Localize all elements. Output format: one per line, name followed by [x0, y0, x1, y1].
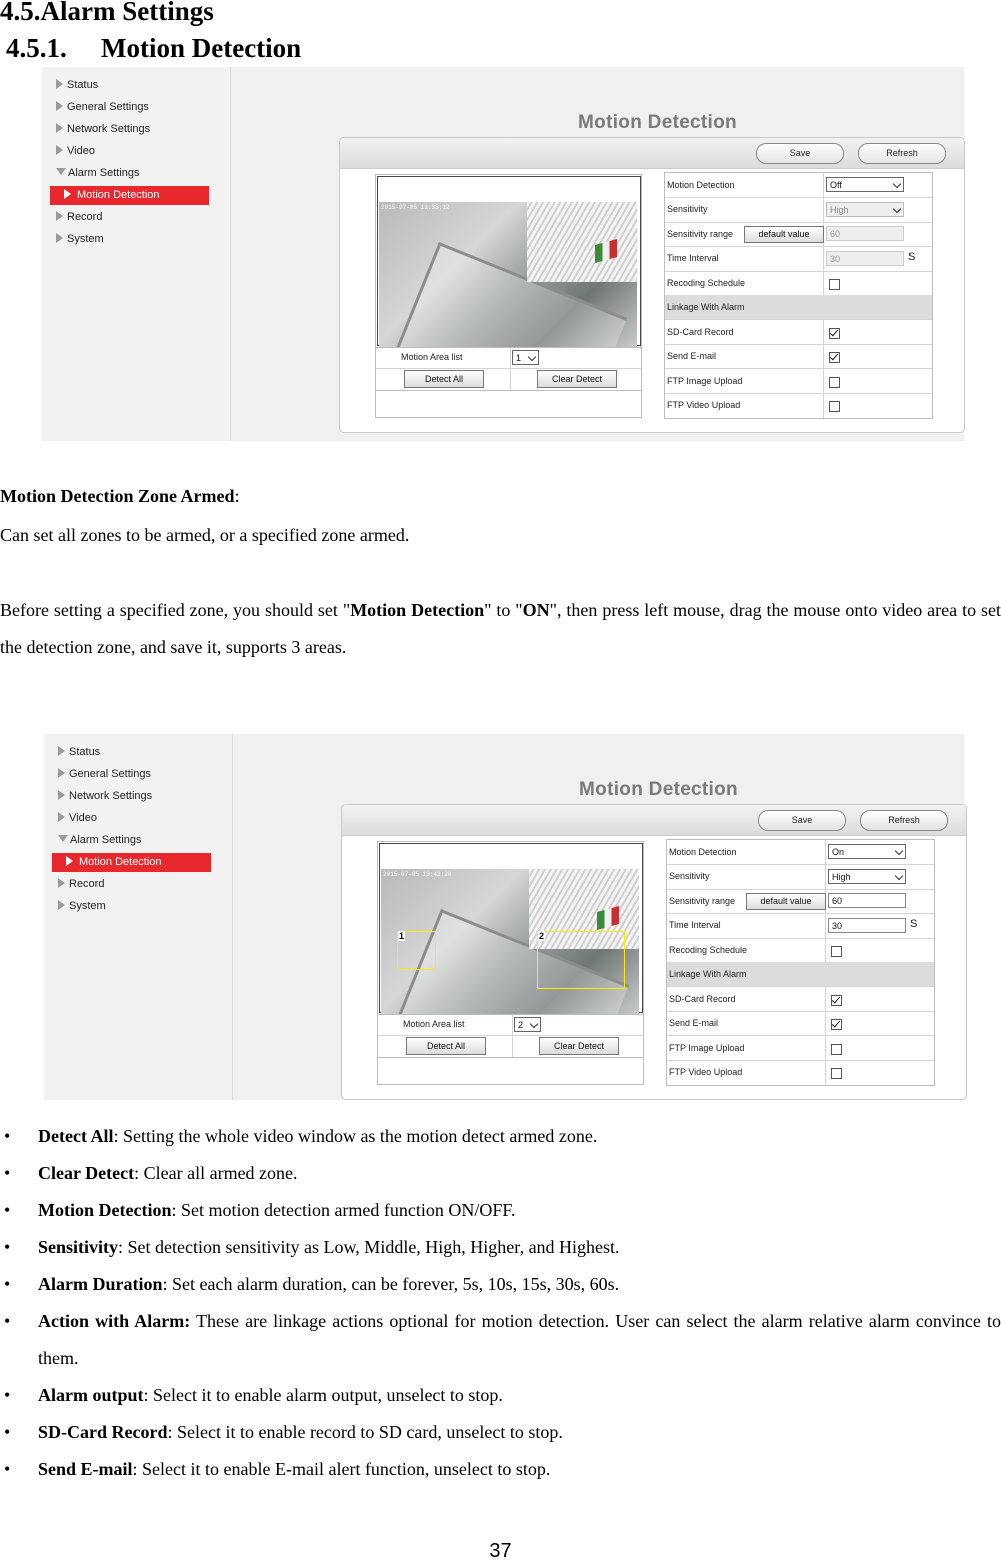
zone-armed-colon: : [234, 486, 240, 506]
ftp-image-upload-checkbox[interactable] [831, 1044, 842, 1055]
expand-arrow-icon [58, 746, 65, 756]
send-email-checkbox[interactable] [829, 352, 840, 363]
time-interval-input[interactable]: 30 [826, 251, 904, 266]
page-title: Motion Detection [578, 112, 737, 133]
sd-card-record-checkbox[interactable] [829, 328, 840, 339]
motion-zone-1[interactable] [397, 931, 436, 970]
screenshot-motion-detection-off [42, 67, 964, 441]
area-controls [377, 1014, 644, 1058]
motion-zone-label: 1 [399, 931, 405, 941]
feature-description: : Select it to enable E-mail alert function, unselect to stop. [132, 1459, 551, 1479]
main-content [233, 734, 964, 1100]
expand-arrow-icon [56, 233, 63, 243]
chevron-down-icon [530, 1020, 538, 1028]
area-list-label: Motion Area list [403, 1019, 465, 1029]
ftp-video-upload-label: FTP Video Upload [667, 400, 741, 410]
feature-term: Motion Detection [38, 1200, 172, 1220]
page-number: 37 [489, 1540, 512, 1562]
chevron-down-icon [893, 205, 901, 213]
feature-term: Detect All [38, 1126, 114, 1146]
clear-detect-button[interactable]: Clear Detect [539, 1037, 619, 1055]
feature-description: : Setting the whole video window as the motion detect armed zone. [113, 1126, 598, 1146]
expand-arrow-icon [58, 878, 65, 888]
instructions-text: " to " [484, 600, 523, 620]
time-interval-label: Time Interval [667, 253, 719, 263]
nav-motion-detection[interactable]: Motion Detection [52, 853, 211, 872]
recording-schedule-label: Recoding Schedule [669, 945, 748, 955]
subsection-heading [6, 33, 301, 64]
feature-term: Send E-mail [38, 1459, 133, 1479]
section-heading: 4.5.Alarm Settings [0, 0, 214, 26]
sensitivity-range-label: Sensitivity range [669, 896, 736, 906]
settings-sidebar [44, 734, 233, 1100]
nav-video[interactable]: Video [56, 145, 95, 157]
feature-term: Alarm Duration [38, 1274, 163, 1294]
send-email-label: Send E-mail [667, 351, 717, 361]
nav-network-settings[interactable]: Network Settings [56, 123, 150, 135]
expand-arrow-icon [58, 812, 65, 822]
motion-detection-label: Motion Detection [667, 180, 735, 190]
page-title: Motion Detection [579, 779, 738, 800]
recording-schedule-label: Recoding Schedule [667, 278, 746, 288]
area-list-select[interactable]: 2 [514, 1017, 541, 1032]
recording-schedule-checkbox[interactable] [831, 946, 842, 957]
feature-list-item [0, 1155, 1001, 1192]
nav-motion-detection[interactable]: Motion Detection [50, 186, 209, 205]
main-content [231, 67, 964, 441]
time-unit: S [910, 918, 918, 930]
linkage-with-alarm-label: Linkage With Alarm [669, 969, 747, 979]
ftp-video-upload-checkbox[interactable] [829, 401, 840, 412]
zone-armed-title-line [0, 478, 1001, 515]
nav-network-settings[interactable]: Network Settings [58, 790, 152, 802]
collapse-arrow-icon [56, 168, 66, 175]
nav-record[interactable]: Record [58, 878, 104, 890]
feature-description: These are linkage actions optional for motion detection. User can select the alarm relative alarm convince to them. [38, 1311, 1001, 1368]
area-controls [375, 347, 642, 391]
feature-list [0, 1118, 1001, 1488]
subsection-title: Motion Detection [101, 33, 302, 63]
nav-status[interactable]: Status [56, 79, 98, 91]
sensitivity-select[interactable]: High [826, 202, 904, 217]
feature-term: SD-Card Record [38, 1422, 168, 1442]
nav-alarm-settings[interactable]: Alarm Settings [56, 167, 140, 179]
camera-view[interactable] [379, 202, 637, 347]
video-timestamp: 2015-07-05 13:35:12 [381, 204, 450, 211]
instructions-paragraph [0, 592, 1001, 666]
expand-arrow-icon [56, 123, 63, 133]
instructions-bold: Motion Detection [350, 600, 485, 620]
nav-alarm-settings[interactable]: Alarm Settings [58, 834, 142, 846]
motion-detection-select[interactable]: On [828, 844, 906, 859]
clear-detect-button[interactable]: Clear Detect [537, 370, 617, 388]
ftp-image-upload-checkbox[interactable] [829, 377, 840, 388]
feature-description: : Set motion detection armed function ON/OFF. [171, 1200, 516, 1220]
recording-schedule-checkbox[interactable] [829, 279, 840, 290]
settings-table [664, 172, 933, 419]
feature-description: : Select it to enable record to SD card, unselect to stop. [167, 1422, 563, 1442]
expand-arrow-icon [56, 101, 63, 111]
nav-record[interactable]: Record [56, 211, 102, 223]
time-interval-input[interactable]: 30 [828, 918, 906, 933]
active-arrow-icon [64, 189, 71, 199]
video-timestamp: 2015-07-05 13:42:20 [383, 871, 452, 878]
sensitivity-range-input[interactable]: 60 [828, 893, 906, 908]
feature-term: Alarm output [38, 1385, 144, 1405]
area-list-label: Motion Area list [401, 352, 463, 362]
feature-list-item [0, 1229, 1001, 1266]
refresh-button[interactable]: Refresh [858, 143, 946, 164]
window-blinds [527, 202, 637, 282]
active-arrow-icon [66, 856, 73, 866]
ftp-video-upload-label: FTP Video Upload [669, 1067, 743, 1077]
nav-video[interactable]: Video [58, 812, 97, 824]
sd-card-record-label: SD-Card Record [667, 327, 734, 337]
toolbar [342, 805, 966, 836]
motion-detection-form [339, 137, 965, 433]
zone-armed-text: Can set all zones to be armed, or a specified zone armed. [0, 525, 410, 545]
nav-system[interactable]: System [56, 233, 104, 245]
linkage-with-alarm-label: Linkage With Alarm [667, 302, 745, 312]
feature-list-item [0, 1377, 1001, 1414]
sensitivity-label: Sensitivity [667, 204, 708, 214]
refresh-button[interactable]: Refresh [860, 810, 948, 831]
feature-list-item [0, 1451, 1001, 1488]
motion-zone-label: 2 [539, 931, 545, 941]
feature-list-item [0, 1266, 1001, 1303]
ftp-image-upload-label: FTP Image Upload [669, 1043, 745, 1053]
chevron-down-icon [895, 847, 903, 855]
feature-list-item [0, 1414, 1001, 1451]
expand-arrow-icon [56, 79, 63, 89]
instructions-text: Before setting a specified zone, you should set " [0, 600, 351, 620]
detect-all-button[interactable]: Detect All [406, 1037, 486, 1055]
motion-detection-select[interactable]: Off [826, 177, 904, 192]
nav-general-settings[interactable]: General Settings [58, 768, 151, 780]
feature-term: Sensitivity [38, 1237, 119, 1257]
send-email-label: Send E-mail [669, 1018, 719, 1028]
feature-description: : Clear all armed zone. [134, 1163, 298, 1183]
motion-detection-form [341, 804, 967, 1100]
instructions-text: ", then press left mouse, drag the mouse onto video area to set the detection zone, and save it, supports 3 areas. [0, 600, 1001, 657]
sensitivity-range-input[interactable]: 60 [826, 226, 904, 241]
video-window[interactable] [377, 176, 641, 346]
collapse-arrow-icon [58, 835, 68, 842]
camera-view[interactable] [381, 869, 639, 1014]
default-value-button[interactable]: default value [744, 226, 824, 243]
settings-sidebar [42, 67, 231, 441]
feature-list-item [0, 1118, 1001, 1155]
toolbar [340, 138, 964, 169]
settings-table [666, 839, 935, 1086]
sensitivity-range-label: Sensitivity range [667, 229, 734, 239]
area-list-select[interactable]: 1 [512, 350, 539, 365]
feature-list-item [0, 1303, 1001, 1377]
expand-arrow-icon [56, 211, 63, 221]
zone-armed-title: Motion Detection Zone Armed [0, 486, 235, 506]
ftp-video-upload-checkbox[interactable] [831, 1068, 842, 1079]
feature-list-item [0, 1192, 1001, 1229]
feature-term: Action with Alarm: [38, 1311, 191, 1331]
expand-arrow-icon [58, 790, 65, 800]
screenshot-motion-detection-on [44, 734, 964, 1100]
video-window[interactable] [379, 843, 643, 1013]
subsection-number: 4.5.1. [6, 33, 67, 63]
send-email-checkbox[interactable] [831, 1019, 842, 1030]
nav-general-settings[interactable]: General Settings [56, 101, 149, 113]
save-button[interactable]: Save [758, 810, 846, 831]
feature-description: : Set each alarm duration, can be forever, 5s, 10s, 15s, 30s, 60s. [162, 1274, 620, 1294]
instructions-bold: ON [522, 600, 550, 620]
chevron-down-icon [895, 872, 903, 880]
ftp-image-upload-label: FTP Image Upload [667, 376, 743, 386]
chevron-down-icon [893, 180, 901, 188]
chevron-down-icon [528, 353, 536, 361]
expand-arrow-icon [58, 768, 65, 778]
nav-status[interactable]: Status [58, 746, 100, 758]
time-interval-label: Time Interval [669, 920, 721, 930]
save-button[interactable]: Save [756, 143, 844, 164]
sensitivity-select[interactable]: High [828, 869, 906, 884]
feature-term: Clear Detect [38, 1163, 135, 1183]
expand-arrow-icon [58, 900, 65, 910]
default-value-button[interactable]: default value [746, 893, 826, 910]
sd-card-record-label: SD-Card Record [669, 994, 736, 1004]
detect-all-button[interactable]: Detect All [404, 370, 484, 388]
feature-description: : Set detection sensitivity as Low, Middle, High, Higher, and Highest. [118, 1237, 620, 1257]
nav-system[interactable]: System [58, 900, 106, 912]
feature-description: : Select it to enable alarm output, unselect to stop. [143, 1385, 503, 1405]
expand-arrow-icon [56, 145, 63, 155]
time-unit: S [908, 251, 916, 263]
motion-detection-label: Motion Detection [669, 847, 737, 857]
sensitivity-label: Sensitivity [669, 871, 710, 881]
motion-zone-2[interactable] [537, 931, 625, 989]
sd-card-record-checkbox[interactable] [831, 995, 842, 1006]
column-divider [512, 1015, 513, 1057]
column-divider [510, 348, 511, 390]
